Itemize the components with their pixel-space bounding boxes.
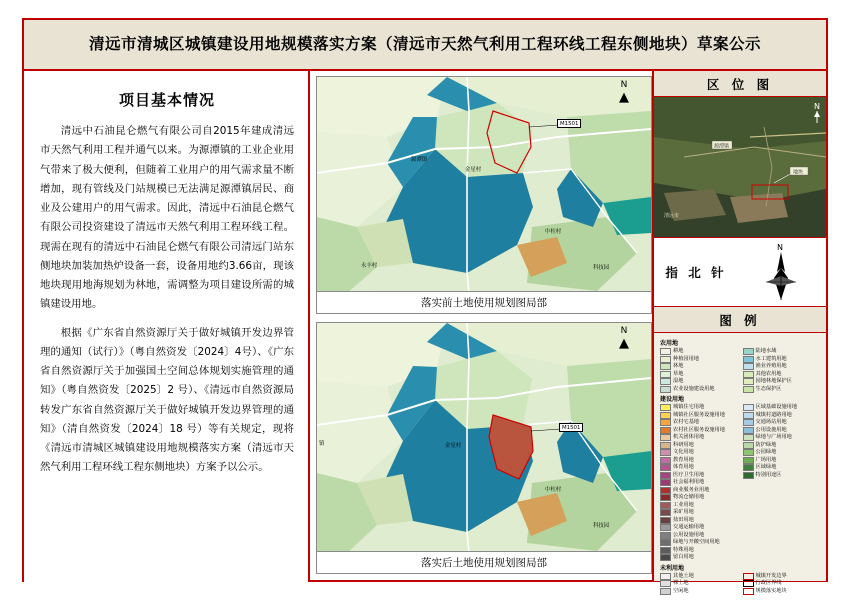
legend-item	[660, 356, 739, 363]
map-after-label-jinxingcun: 金星村	[445, 443, 462, 449]
legend-swatch	[743, 464, 754, 471]
legend-swatch	[743, 457, 754, 464]
legend-item-label: 城镇社区服务设施用地	[673, 411, 725, 418]
legend-item	[660, 363, 739, 370]
paragraph-2: 根据《广东省自然资源厅关于做好城镇开发边界管理的通知（试行）》（粤自然资发〔2024〕4号）、《广东省自然资源厅关于加强国土空间总体规划实施管理的通知》（粤自然资发〔2025〕2 号）、《清远市自然资源局转发广东省自然资源厅关于做好城镇开发边界管理的通知》（清自然资发〔2024〕18 号）等有关规定，现将《清远市清城区城镇建设用地规模落实方案（清远市天然气利用工程环线工程东侧地块）方案予以公示。	[40, 326, 294, 474]
map-after-label-m1501: M1501	[559, 423, 583, 432]
legend-title: 图 例	[652, 307, 826, 333]
legend-swatch	[660, 517, 671, 524]
legend-item	[743, 404, 822, 411]
legend-group-title: 农用地	[660, 340, 679, 347]
legend-item-label: 陆地水域	[755, 348, 777, 355]
legend-groups-container	[660, 338, 821, 595]
map-label-yongfengcun: 永丰村	[361, 263, 378, 269]
legend-swatch	[660, 442, 671, 449]
legend-item	[743, 449, 822, 456]
legend-swatch	[660, 449, 671, 456]
legend-item-label: 体育用地	[673, 464, 694, 471]
legend-swatch	[660, 573, 671, 580]
legend-swatch	[743, 580, 754, 587]
north-arrow-after	[619, 327, 629, 351]
legend-swatch	[660, 487, 671, 494]
legend-columns	[660, 404, 821, 562]
legend-column	[660, 573, 739, 596]
legend-swatch	[660, 386, 671, 393]
legend-swatch	[660, 419, 671, 426]
legend-item	[743, 348, 822, 355]
map-label-m1501: M1501	[557, 119, 581, 128]
legend-item-label: 城镇村道路用地	[755, 411, 792, 418]
legend-item-label: 行政区界线	[755, 580, 782, 587]
legend-item-label: 生态保护区	[755, 385, 782, 392]
legend-item-label: 特殊用地	[673, 546, 694, 553]
legend-item	[660, 427, 739, 434]
svg-text:N: N	[814, 102, 820, 111]
legend-column	[660, 348, 739, 393]
legend-item	[660, 464, 739, 471]
legend-swatch	[660, 479, 671, 486]
legend-item	[660, 502, 739, 509]
legend-item	[743, 363, 822, 370]
legend-item	[660, 378, 739, 385]
legend-item-label: 采矿用地	[673, 509, 694, 516]
legend-swatch	[660, 434, 671, 441]
legend-item	[743, 588, 822, 595]
legend-item-label: 种植园用地	[673, 355, 699, 362]
legend-item-label: 物流仓储用地	[673, 494, 705, 501]
north-arrow-before	[619, 81, 629, 105]
svg-text:N: N	[777, 243, 783, 252]
legend-swatch	[743, 472, 754, 479]
compass-title: 指 北 针	[665, 265, 727, 280]
legend-item-label: 区域绿地	[755, 464, 777, 471]
legend-swatch	[743, 371, 754, 378]
legend-swatch	[660, 524, 671, 531]
document-title-banner	[24, 20, 826, 71]
legend-item-label: 工业用地	[673, 501, 694, 508]
right-sidebar	[652, 71, 826, 594]
legend-item	[660, 539, 739, 546]
legend-item	[743, 573, 822, 580]
legend-item	[660, 509, 739, 516]
legend-item	[660, 479, 739, 486]
legend-columns	[660, 348, 821, 393]
legend-swatch	[660, 588, 671, 595]
paragraph-1: 清远中石油昆仑燃气有限公司自2015年建成清远市天然气利用工程并通气以来。为源潭镇的工业企业用气带来了极大便利，但随着工业用户的用气需求量不断增加，现有管线及门站规模已无法满足源潭镇居民、商业及公建用户的用气需求。因此，清远中石油昆仑燃气有限公司投资建设了清远市天然气利用工程环线工程。现需在现有的清远中石油昆仑燃气有限公司清远门站东侧地块加装加热炉设备一套，设备用地约3.66亩，现该地块现用地海规划为林地，需调整为项目建设所需的城镇建设用地。	[40, 125, 294, 311]
legend-item-label: 耕地	[673, 348, 684, 355]
legend-swatch	[743, 419, 754, 426]
north-label: N	[620, 80, 628, 90]
legend-item-label: 公用设施用地	[755, 426, 787, 433]
svg-text:清远市: 清远市	[664, 213, 680, 219]
legend-item	[660, 524, 739, 531]
legend-item	[660, 554, 739, 561]
legend-item-label: 交通运输用地	[673, 524, 705, 531]
legend-item	[743, 412, 822, 419]
legend-item-label: 交通场站用地	[755, 419, 787, 426]
legend-swatch	[660, 404, 671, 411]
legend-swatch	[743, 588, 754, 595]
legend-column	[743, 348, 822, 393]
map-after-canvas	[317, 323, 651, 552]
legend-item-label: 城镇住宅用地	[673, 404, 705, 411]
legend-item-label: 农业设施建设用地	[673, 385, 715, 392]
legend-item-label: 湿地	[673, 378, 684, 385]
legend-swatch	[743, 434, 754, 441]
svg-text:源潭镇: 源潭镇	[714, 143, 730, 150]
legend-item	[660, 547, 739, 554]
legend-item	[660, 457, 739, 464]
legend-item	[743, 386, 822, 393]
legend-item	[743, 371, 822, 378]
legend-item-label: 农村社区服务设施用地	[673, 426, 725, 433]
legend-swatch	[743, 348, 754, 355]
legend-item	[660, 494, 739, 501]
legend-swatch	[660, 532, 671, 539]
legend-swatch	[743, 363, 754, 370]
legend-item-label: 渔业养殖用地	[755, 363, 787, 370]
legend-item	[660, 449, 739, 456]
location-satellite-map	[652, 97, 826, 237]
legend-item-label: 公园绿地	[755, 449, 777, 456]
map-label-yuantanzhen: 源潭镇	[411, 157, 428, 163]
legend-item-label: 科研用地	[673, 441, 694, 448]
legend-item	[660, 487, 739, 494]
legend-swatch	[660, 464, 671, 471]
legend-item	[660, 404, 739, 411]
legend-item-label: 其他农用地	[755, 370, 782, 377]
legend-item	[743, 378, 822, 385]
legend-swatch	[660, 371, 671, 378]
legend-item-label: 草地	[673, 370, 684, 377]
legend-item-label: 其他土地	[673, 572, 694, 579]
legend-swatch	[743, 449, 754, 456]
legend-item	[660, 532, 739, 539]
legend-swatch	[660, 554, 671, 561]
legend-item-label: 林地	[673, 363, 684, 370]
legend-item-label: 社会福利用地	[673, 479, 705, 486]
legend-item	[660, 588, 739, 595]
legend-swatch	[660, 412, 671, 419]
legend-item-label: 区域基础设施用地	[755, 404, 798, 411]
legend-item-label: 机关团体用地	[673, 434, 705, 441]
map-before-canvas	[317, 77, 651, 292]
legend-item	[743, 356, 822, 363]
map-label-zhongzhucun: 中柱村	[545, 229, 562, 235]
map-label-jinxingcun: 金星村	[465, 167, 482, 173]
legend-group-title: 未利用地	[660, 564, 685, 572]
legend-swatch	[660, 580, 671, 587]
legend-item-label: 盐田用地	[673, 516, 694, 523]
legend-item-label: 园地林地保护区	[755, 378, 792, 385]
legend-swatch	[743, 386, 754, 393]
legend-item	[660, 386, 739, 393]
svg-text:地块: 地块	[793, 169, 804, 176]
legend-swatch	[743, 427, 754, 434]
legend-item-label: 医疗卫生用地	[673, 471, 705, 478]
legend-item	[660, 573, 739, 580]
map-after-panel	[316, 322, 652, 574]
legend-swatch	[743, 404, 754, 411]
legend-item	[743, 427, 822, 434]
legend-panel	[652, 333, 826, 594]
legend-item	[743, 580, 822, 587]
legend-swatch	[743, 412, 754, 419]
legend-item	[743, 472, 822, 479]
legend-swatch	[743, 442, 754, 449]
map-after-label-zhen: 镇	[319, 441, 325, 447]
legend-item-label: 文化用地	[673, 449, 694, 456]
map-label-kejiyuan: 科技园	[593, 265, 610, 271]
legend-item	[660, 580, 739, 587]
legend-item-label: 留白用地	[673, 554, 694, 561]
legend-item	[660, 472, 739, 479]
legend-item-label: 特别用途区	[755, 471, 782, 478]
legend-item	[743, 434, 822, 441]
map-after-caption: 落实后土地使用规划图局部	[317, 551, 651, 573]
north-arrow-icon: ▲	[619, 89, 629, 105]
legend-item	[660, 371, 739, 378]
legend-swatch	[660, 472, 671, 479]
legend-item-label: 防护绿地	[755, 441, 777, 448]
legend-item	[660, 442, 739, 449]
legend-item	[660, 434, 739, 441]
map-before-caption: 落实前土地使用规划图局部	[317, 291, 651, 313]
legend-item	[743, 419, 822, 426]
legend-swatch	[660, 509, 671, 516]
legend-column	[743, 573, 822, 596]
legend-swatch	[660, 494, 671, 501]
legend-item	[743, 442, 822, 449]
legend-item-label: 规模落实地块	[755, 587, 787, 594]
legend-item-label: 水工建筑用地	[755, 355, 787, 362]
legend-item	[660, 412, 739, 419]
legend-swatch	[660, 356, 671, 363]
legend-item-label: 商业服务业用地	[673, 486, 710, 493]
legend-swatch	[660, 547, 671, 554]
north-arrow-icon-after: ▲	[619, 335, 629, 351]
legend-swatch	[743, 573, 754, 580]
map-after-label-zhongzhucun: 中柱村	[545, 487, 562, 493]
legend-item-label: 农村宅基地	[673, 419, 699, 426]
legend-item	[743, 457, 822, 464]
compass-rose	[738, 238, 826, 306]
map-before-panel	[316, 76, 652, 314]
legend-item	[660, 517, 739, 524]
section-heading: 项目基本情况	[118, 91, 215, 109]
page-title: 清远市清城区城镇建设用地规模落实方案（清远市天然气利用工程环线工程东侧地块）草案公示	[88, 35, 761, 54]
legend-item-label: 绿地与开敞空间用地	[673, 539, 720, 546]
legend-swatch	[660, 502, 671, 509]
map-after-label-kejiyuan: 科技园	[593, 523, 610, 529]
legend-column	[743, 404, 822, 562]
legend-swatch	[660, 427, 671, 434]
legend-swatch	[660, 363, 671, 370]
legend-item	[660, 419, 739, 426]
legend-item-label: 空闲地	[673, 587, 689, 594]
legend-item-label: 公用设施用地	[673, 531, 705, 538]
legend-swatch	[743, 378, 754, 385]
legend-swatch	[660, 378, 671, 385]
legend-item	[743, 464, 822, 471]
legend-item-label: 广场用地	[755, 456, 777, 463]
legend-swatch	[660, 457, 671, 464]
legend-item-label: 裸土地	[673, 580, 689, 587]
legend-item	[660, 348, 739, 355]
location-map-title: 区 位 图	[652, 71, 826, 97]
legend-column	[660, 404, 739, 562]
legend-item-label: 城镇开发边界	[755, 572, 787, 579]
legend-swatch	[660, 539, 671, 546]
legend-group-title: 建设用地	[660, 396, 685, 403]
legend-swatch	[660, 348, 671, 355]
project-description-panel	[24, 71, 310, 582]
compass-panel	[652, 237, 826, 307]
legend-item-label: 教育用地	[673, 456, 694, 463]
north-label-after: N	[620, 326, 628, 336]
legend-columns	[660, 573, 821, 596]
legend-swatch	[743, 356, 754, 363]
legend-item-label: 绿地与广场用地	[755, 434, 792, 441]
